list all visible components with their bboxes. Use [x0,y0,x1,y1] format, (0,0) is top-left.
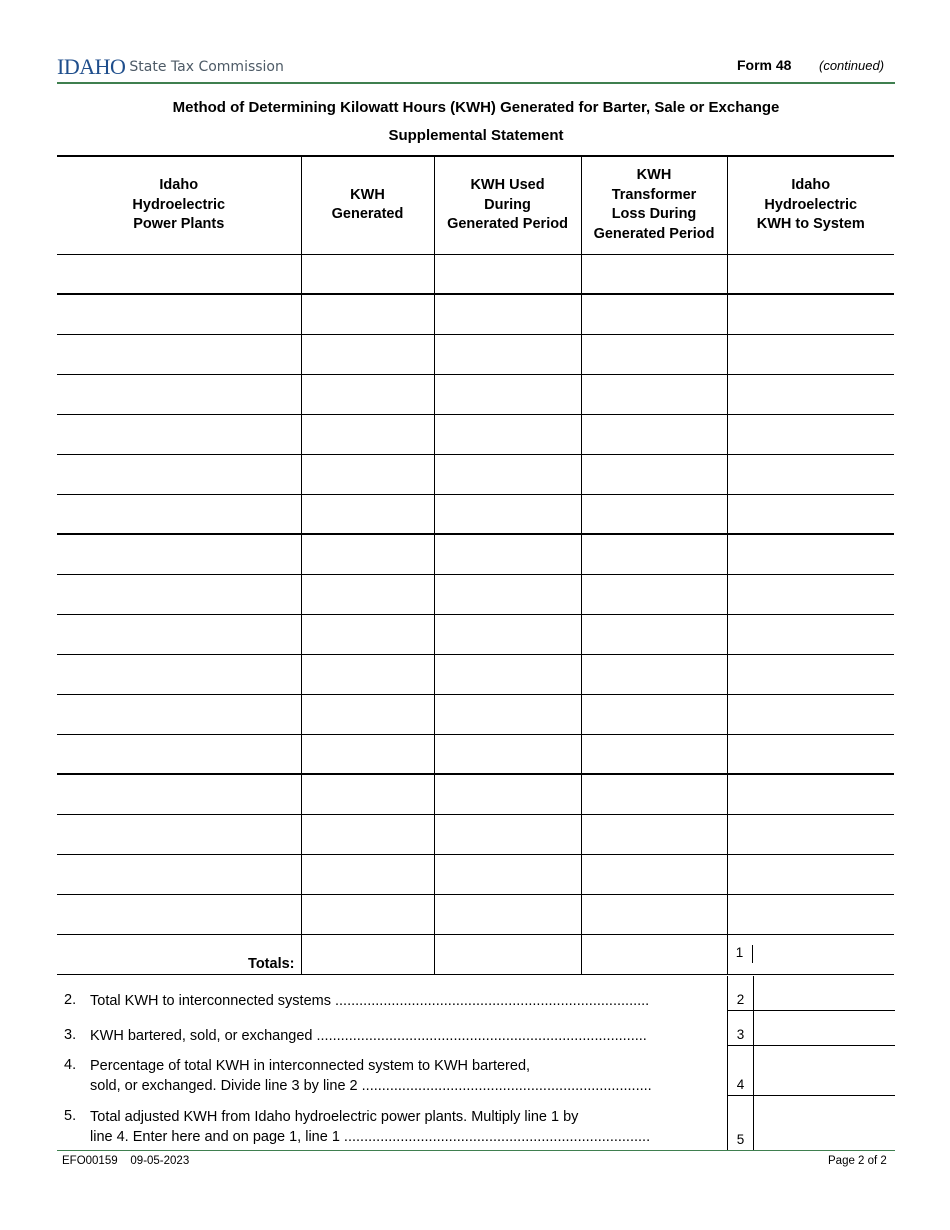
entry-cell[interactable] [581,654,727,694]
line-number: 4. [64,1057,77,1073]
table-row [57,414,894,454]
entry-cell[interactable] [57,774,301,814]
table-row [57,334,894,374]
entry-cell[interactable] [581,254,727,294]
entry-cell[interactable] [581,574,727,614]
table-row [57,854,894,894]
entry-cell[interactable] [301,494,434,534]
line-box-number: 2 [736,992,745,1007]
col-kwh-used: KWH Used During Generated Period [434,156,581,254]
entry-cell[interactable] [301,734,434,774]
entry-cell[interactable] [57,854,301,894]
entry-cell[interactable] [57,294,301,334]
entry-cell[interactable] [301,614,434,654]
entry-cell[interactable] [727,774,894,814]
entry-cell[interactable] [581,614,727,654]
entry-cell[interactable] [434,614,581,654]
header-rule [57,82,895,84]
entry-cell[interactable] [727,814,894,854]
page-title: Method of Determining Kilowatt Hours (KWH) Generated for Barter, Sale or Exchange [172,99,780,116]
entry-cell[interactable] [301,294,434,334]
line-box-number: 3 [736,1027,745,1042]
entry-cell[interactable] [301,534,434,574]
table-header-row [57,156,894,254]
line-3-cell [727,1011,895,1046]
entry-cell[interactable] [581,294,727,334]
entry-cell[interactable] [57,494,301,534]
continued-label: (continued) [819,58,885,73]
line-number: 5. [64,1108,77,1124]
table-row [57,654,894,694]
kwh-table [57,155,894,975]
line-5-input[interactable] [753,1096,895,1150]
entry-cell[interactable] [581,494,727,534]
entry-cell[interactable] [434,254,581,294]
totals-row [57,934,894,974]
table-row [57,254,894,294]
entry-cell[interactable] [581,854,727,894]
entry-cell[interactable] [434,574,581,614]
form-code: EFO00159 09-05-2023 [62,1155,190,1167]
entry-cell[interactable] [727,734,894,774]
entry-cell[interactable] [57,414,301,454]
table-row [57,814,894,854]
entry-cell[interactable] [57,574,301,614]
line-text: Total KWH to interconnected systems .............................................................................. [90,993,650,1009]
table-row [57,534,894,574]
entry-cell[interactable] [727,414,894,454]
line-4-cell [727,1046,895,1096]
line-text: Total adjusted KWH from Idaho hydroelectric power plants. Multiply line 1 by line 4. Enter here and on page 1, line 1 ............................................................................ [90,1109,651,1145]
line-text: KWH bartered, sold, or exchanged .................................................................................. [90,1028,647,1044]
entry-cell[interactable] [57,374,301,414]
col-kwh-to-system: Idaho Hydroelectric KWH to System [727,156,894,254]
entry-cell[interactable] [57,814,301,854]
totals-label: Totals: [57,934,301,974]
footer-rule [57,1150,895,1151]
table-row [57,894,894,934]
entry-cell[interactable] [301,854,434,894]
totals-cell[interactable] [581,934,727,974]
entry-cell[interactable] [57,894,301,934]
line-2-input[interactable] [753,976,895,1010]
entry-cell[interactable] [301,694,434,734]
line-1-cell [727,934,894,974]
page-subtitle: Supplemental Statement [388,127,564,144]
entry-cell[interactable] [727,574,894,614]
line-number: 2. [64,992,77,1008]
entry-cell[interactable] [434,694,581,734]
page-number: Page 2 of 2 [828,1155,887,1167]
entry-cell[interactable] [581,734,727,774]
entry-cell[interactable] [301,654,434,694]
form-number: Form 48 [737,57,792,73]
entry-cell[interactable] [57,254,301,294]
entry-cell[interactable] [434,494,581,534]
line-5-cell [727,1096,895,1151]
entry-cell[interactable] [581,694,727,734]
table-row [57,574,894,614]
entry-cell[interactable] [434,814,581,854]
entry-cell[interactable] [581,894,727,934]
entry-cell[interactable] [727,374,894,414]
entry-cell[interactable] [727,854,894,894]
entry-cell[interactable] [301,814,434,854]
line-1-input[interactable] [753,945,895,963]
line-text: Percentage of total KWH in interconnected system to KWH bartered, sold, or exchanged. Divide line 3 by line 2 ........................................................................ [90,1058,652,1094]
entry-cell[interactable] [581,774,727,814]
entry-cell[interactable] [434,534,581,574]
entry-cell[interactable] [727,494,894,534]
line-2-cell [727,976,895,1011]
entry-cell[interactable] [301,374,434,414]
totals-cell[interactable] [301,934,434,974]
entry-cell[interactable] [301,414,434,454]
entry-cell[interactable] [581,334,727,374]
line-box-number: 5 [736,1132,745,1147]
entry-cell[interactable] [727,614,894,654]
entry-cell[interactable] [301,454,434,494]
line-3-input[interactable] [753,1011,895,1045]
entry-cell[interactable] [57,534,301,574]
line-4-input[interactable] [753,1046,895,1095]
entry-cell[interactable] [434,894,581,934]
entry-cell[interactable] [301,334,434,374]
entry-cell[interactable] [581,454,727,494]
entry-cell[interactable] [581,374,727,414]
entry-cell[interactable] [434,734,581,774]
entry-cell[interactable] [727,454,894,494]
entry-cell[interactable] [727,694,894,734]
col-kwh-generated: KWH Generated [301,156,434,254]
entry-cell[interactable] [434,294,581,334]
entry-cell[interactable] [434,774,581,814]
entry-cell[interactable] [727,254,894,294]
line-1-number: 1 [728,945,753,963]
entry-cell[interactable] [434,374,581,414]
table-row [57,774,894,814]
entry-cell[interactable] [581,814,727,854]
entry-cell[interactable] [727,334,894,374]
entry-cell[interactable] [434,854,581,894]
entry-cell[interactable] [57,454,301,494]
logo-wordmark: IDAHO [57,54,126,79]
entry-cell[interactable] [727,534,894,574]
entry-cell[interactable] [301,254,434,294]
table-row [57,494,894,534]
entry-cell[interactable] [301,894,434,934]
entry-cell[interactable] [57,734,301,774]
entry-cell[interactable] [727,654,894,694]
entry-cell[interactable] [581,534,727,574]
entry-cell[interactable] [57,694,301,734]
entry-cell[interactable] [434,334,581,374]
table-row [57,614,894,654]
logo-subtitle: State Tax Commission [129,59,284,75]
entry-cell[interactable] [581,414,727,454]
table-row [57,374,894,414]
table-row [57,694,894,734]
col-transformer-loss: KWH Transformer Loss During Generated Period [581,156,727,254]
entry-cell[interactable] [301,774,434,814]
line-number: 3. [64,1027,77,1043]
entry-cell[interactable] [434,654,581,694]
line-box-number: 4 [736,1077,745,1092]
table-row [57,454,894,494]
idaho-logo [57,54,284,80]
entry-cell[interactable] [727,894,894,934]
table-row [57,294,894,334]
entry-cell[interactable] [301,574,434,614]
entry-cell[interactable] [434,414,581,454]
entry-cell[interactable] [57,654,301,694]
entry-cell[interactable] [57,614,301,654]
table-row [57,734,894,774]
entry-cell[interactable] [727,294,894,334]
col-power-plants: Idaho Hydroelectric Power Plants [57,156,301,254]
entry-cell[interactable] [57,334,301,374]
entry-cell[interactable] [434,454,581,494]
totals-cell[interactable] [434,934,581,974]
